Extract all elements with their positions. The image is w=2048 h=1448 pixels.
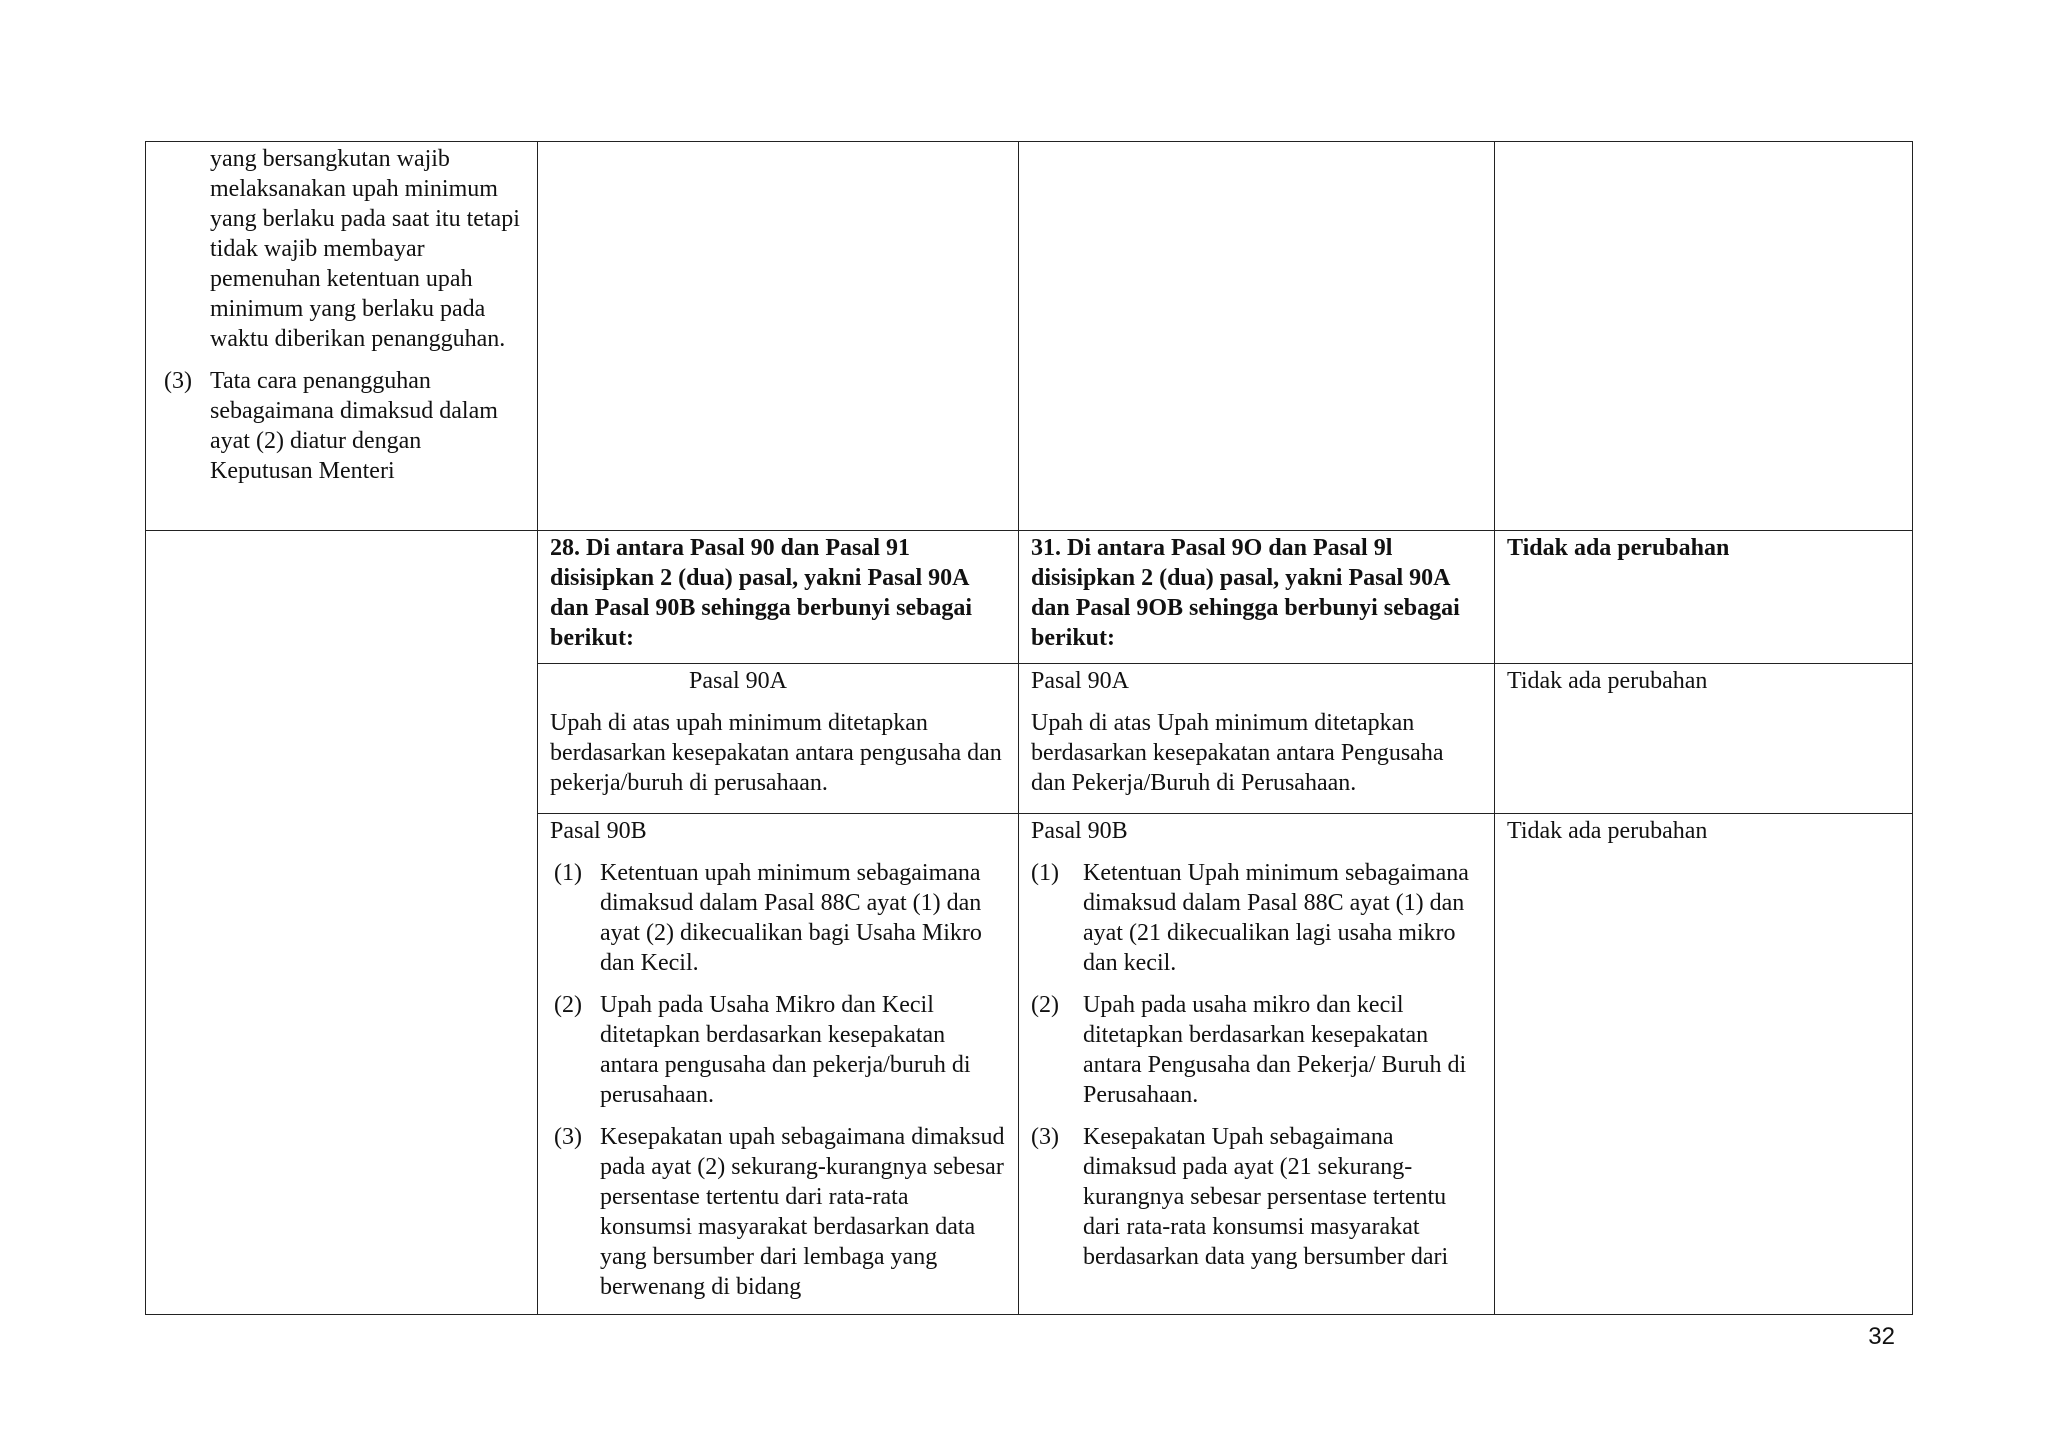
item-text: Tata cara penangguhan sebagaimana dimaksud dalam ayat (2) diatur dengan Keputusan Menteri [210, 368, 498, 484]
item-number: (1) [554, 860, 582, 886]
list-item [164, 366, 525, 486]
cell-r3-c4 [1495, 664, 1913, 814]
cell-r1-c3 [1019, 142, 1495, 531]
table-row [146, 142, 1913, 531]
article-text: Upah di atas Upah minimum ditetapkan berdasarkan kesepakatan antara Pengusaha dan Pekerja/Buruh di Perusahaan. [1031, 710, 1444, 796]
item-number: (3) [1031, 1124, 1059, 1150]
list-item [554, 990, 1006, 1110]
item-text: Ketentuan upah minimum sebagaimana dimaksud dalam Pasal 88C ayat (1) dan ayat (2) dikecualikan bagi Usaha Mikro dan Kecil. [600, 860, 982, 976]
item-text: Upah pada Usaha Mikro dan Kecil ditetapkan berdasarkan kesepakatan antara pengusaha dan pekerja/buruh di perusahaan. [600, 992, 971, 1108]
cell-r2-c4 [1495, 531, 1913, 664]
article-title: Pasal 90B [550, 818, 647, 844]
page-number: 32 [1868, 1323, 1895, 1350]
remark-text: Tidak ada perubahan [1507, 818, 1708, 844]
text-continuation: yang bersangkutan wajib melaksanakan upah minimum yang berlaku pada saat itu tetapi tidak wajib membayar pemenuhan ketentuan upah minimum yang berlaku pada waktu diberikan penangguhan. [210, 146, 520, 352]
list-item [1031, 1122, 1482, 1272]
article-title: Pasal 90B [1031, 818, 1128, 844]
list-item [554, 858, 1006, 978]
cell-r4-c2 [538, 814, 1019, 1315]
article-title: Pasal 90A [689, 668, 787, 694]
cell-r4-c3 [1019, 814, 1495, 1315]
item-text: Kesepakatan upah sebagaimana dimaksud pada ayat (2) sekurang-kurangnya sebesar persentase tertentu dari rata-rata konsumsi masyarakat berdasarkan data yang bersumber dari lembaga yang berwenang di bidang [600, 1124, 1005, 1300]
list-item [554, 1122, 1006, 1302]
amendment-heading: 31. Di antara Pasal 9O dan Pasal 9l disisipkan 2 (dua) pasal, yakni Pasal 90A dan Pasal 9OB sehingga berbunyi sebagai berikut: [1031, 535, 1460, 651]
remark-text: Tidak ada perubahan [1507, 535, 1730, 561]
article-text: Upah di atas upah minimum ditetapkan berdasarkan kesepakatan antara pengusaha dan pekerja/buruh di perusahaan. [550, 710, 1002, 796]
list-item [1031, 990, 1482, 1110]
item-number: (2) [554, 992, 582, 1018]
cell-r1-c1 [146, 142, 538, 531]
item-text: Kesepakatan Upah sebagaimana dimaksud pada ayat (21 sekurang-kurangnya sebesar persentase tertentu dari rata-rata konsumsi masyarakat berdasarkan data yang bersumber dari [1083, 1124, 1449, 1270]
cell-r4-c4 [1495, 814, 1913, 1315]
item-text: Upah pada usaha mikro dan kecil ditetapkan berdasarkan kesepakatan antara Pengusaha dan Pekerja/ Buruh di Perusahaan. [1083, 992, 1467, 1108]
cell-r3-c3 [1019, 664, 1495, 814]
article-title: Pasal 90A [1031, 668, 1129, 694]
amendment-heading: 28. Di antara Pasal 90 dan Pasal 91 disisipkan 2 (dua) pasal, yakni Pasal 90A dan Pasal 90B sehingga berbunyi sebagai berikut: [550, 535, 973, 651]
cell-r1-c2 [538, 142, 1019, 531]
cell-r3-c2 [538, 664, 1019, 814]
item-number: (3) [554, 1124, 582, 1150]
table-row [146, 531, 1913, 664]
item-number: (2) [1031, 992, 1059, 1018]
cell-r2-c2 [538, 531, 1019, 664]
item-number: (1) [1031, 860, 1059, 886]
remark-text: Tidak ada perubahan [1507, 668, 1708, 694]
item-text: Ketentuan Upah minimum sebagaimana dimaksud dalam Pasal 88C ayat (1) dan ayat (21 dikecualikan lagi usaha mikro dan kecil. [1083, 860, 1469, 976]
item-number: (3) [164, 368, 192, 394]
list-item [1031, 858, 1482, 978]
cell-r2-c1 [146, 531, 538, 1315]
cell-r2-c3 [1019, 531, 1495, 664]
comparison-table [145, 141, 1913, 1315]
cell-r1-c4 [1495, 142, 1913, 531]
